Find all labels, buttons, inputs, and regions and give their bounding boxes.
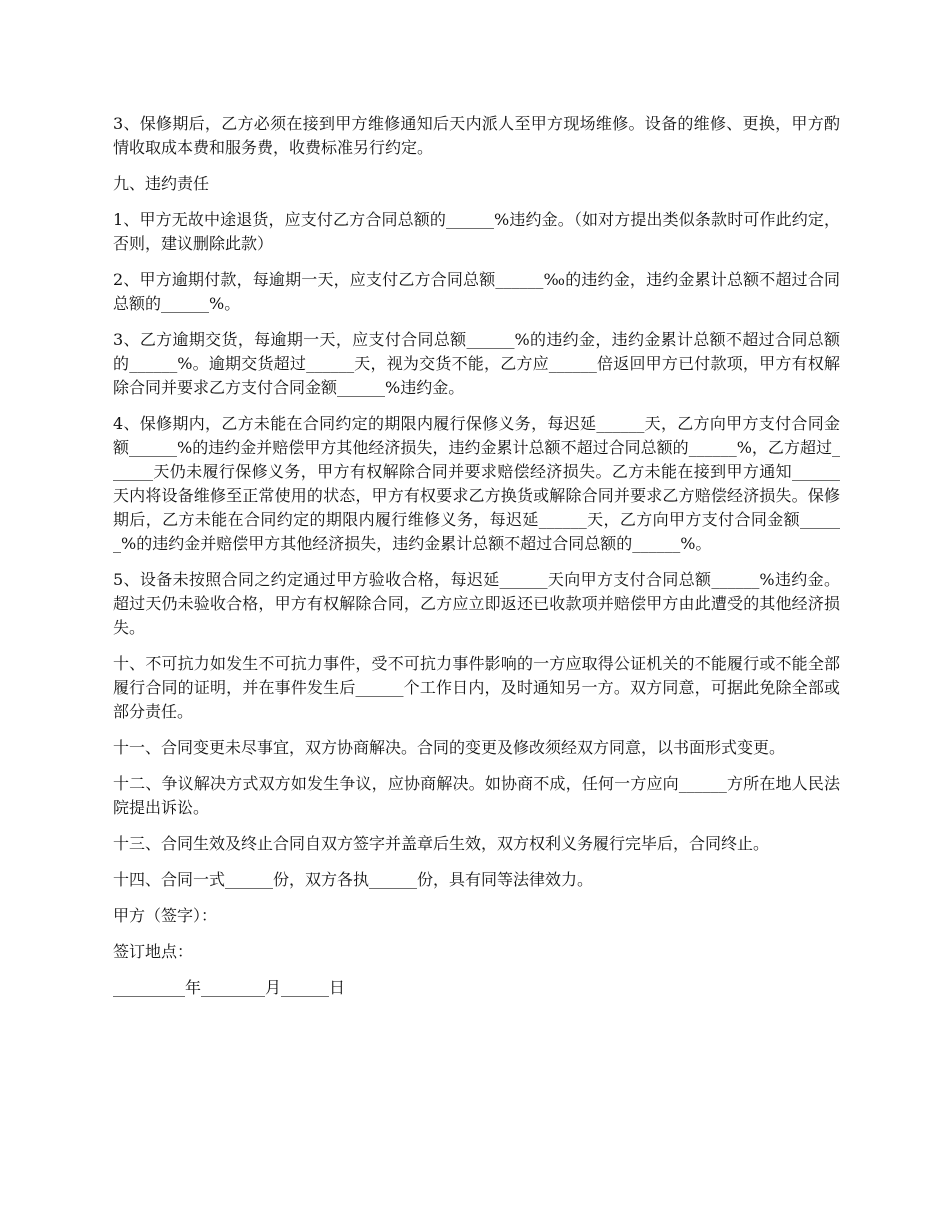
contract-change-clause: 十一、合同变更未尽事宜，双方协商解决。合同的变更及修改须经双方同意，以书面形式变更。 bbox=[113, 738, 786, 757]
signing-date: _________年________月______日 bbox=[113, 978, 346, 997]
force-majeure-clause: 十、不可抗力如发生不可抗力事件，受不可抗力事件影响的一方应取得公证机关的不能履行或不能全部履行合同的证明，并在事件发生后______个工作日内，及时通知另一方。双方同意，可据此免除全部或部分责任。 bbox=[113, 654, 840, 721]
contract-page bbox=[113, 112, 840, 1012]
breach-clause-3: 3、乙方逾期交货，每逾期一天，应支付合同总额______%的违约金，违约金累计总额不超过合同总额的______%。逾期交货超过______天，视为交货不能，乙方应______倍返回甲方已付款项，甲方有权解除合同并要求乙方支付合同金额______%违约金。 bbox=[113, 330, 840, 397]
dispute-resolution-clause: 十二、争议解决方式双方如发生争议，应协商解决。如协商不成，任何一方应向______方所在地人民法院提出诉讼。 bbox=[113, 774, 840, 817]
breach-clause-5: 5、设备未按照合同之约定通过甲方验收合格，每迟延______天向甲方支付合同总额______%违约金。超过天仍未验收合格，甲方有权解除合同，乙方应立即返还已收款项并赔偿甲方由此遭受的其他经济损失。 bbox=[113, 570, 840, 637]
breach-clause-1: 1、甲方无故中途退货，应支付乙方合同总额的______%违约金。（如对方提出类似条款时可作此约定，否则，建议删除此款） bbox=[113, 210, 840, 253]
breach-clause-2: 2、甲方逾期付款，每逾期一天，应支付乙方合同总额______‰的违约金，违约金累计总额不超过合同总额的______%。 bbox=[113, 270, 840, 313]
signing-location: 签订地点： bbox=[113, 942, 194, 961]
party-a-signature: 甲方（签字）： bbox=[113, 906, 218, 925]
copies-clause: 十四、合同一式______份，双方各执______份，具有同等法律效力。 bbox=[113, 870, 594, 889]
effectiveness-clause: 十三、合同生效及终止合同自双方签字并盖章后生效，双方权利义务履行完毕后，合同终止。 bbox=[113, 834, 770, 853]
warranty-after-clause: 3、保修期后，乙方必须在接到甲方维修通知后天内派人至甲方现场维修。设备的维修、更换，甲方酌情收取成本费和服务费，收费标准另行约定。 bbox=[113, 114, 840, 157]
section-heading-breach: 九、违约责任 bbox=[113, 174, 210, 193]
breach-clause-4: 4、保修期内，乙方未能在合同约定的期限内履行保修义务，每迟延______天，乙方向甲方支付合同金额______%的违约金并赔偿甲方其他经济损失，违约金累计总额不超过合同总额的______%，乙方超过______天仍未履行保修义务，甲方有权解除合同并要求赔偿经济损失。乙方未能在接到甲方通知______天内将设备维修至正常使用的状态，甲方有权要求乙方换货或解除合同并要求乙方赔偿经济损失。保修期后，乙方未能在合同约定的期限内履行维修义务，每迟延______天，乙方向甲方支付合同金额______%的违约金并赔偿甲方其他经济损失，违约金累计总额不超过合同总额的______%。 bbox=[113, 414, 840, 553]
